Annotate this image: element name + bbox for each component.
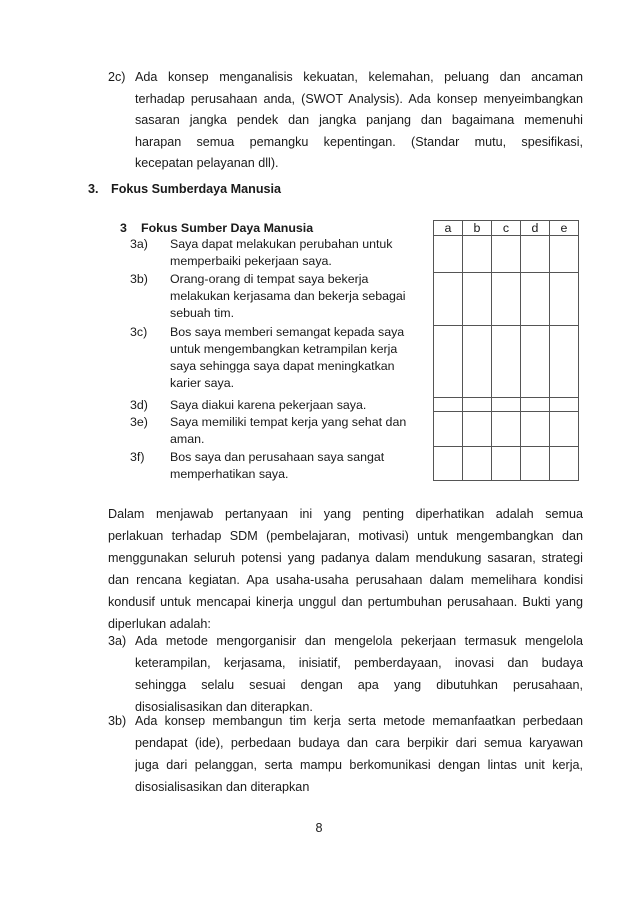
rating-cell[interactable]: [492, 412, 521, 447]
text-line: kondusif untuk mencapai kinerja unggul dan pertumbuhan perusahaan. Bukti yang: [108, 595, 583, 609]
rating-cell[interactable]: [550, 412, 579, 447]
rating-row-3e: [434, 412, 579, 447]
question-line: Bos saya memberi semangat kepada saya: [170, 325, 405, 339]
section-number: 3.: [88, 182, 99, 196]
rating-col-a: a: [434, 221, 463, 236]
question-code: 3f): [130, 450, 145, 464]
question-title-text: Fokus Sumber Daya Manusia: [141, 221, 314, 235]
question-line: Saya dapat melakukan perubahan untuk: [170, 237, 393, 251]
question-line: karier saya.: [170, 376, 235, 390]
rating-header-row: [434, 221, 579, 236]
question-line: memperbaiki pekerjaan saya.: [170, 254, 332, 268]
text-line: sasaran jangka pendek dan jangka panjang dan bagaimana memenuhi: [135, 113, 583, 127]
rating-cell[interactable]: [550, 447, 579, 481]
question-line: Bos saya dan perusahaan saya sangat: [170, 450, 385, 464]
rating-cell[interactable]: [463, 236, 492, 273]
item-label: 3a): [108, 634, 127, 648]
rating-cell[interactable]: [521, 236, 550, 273]
question-line: saya sehingga saya dapat meningkatkan: [170, 359, 395, 373]
rating-cell[interactable]: [434, 273, 463, 326]
rating-cell[interactable]: [521, 447, 550, 481]
question-line: memperhatikan saya.: [170, 467, 289, 481]
text-line: terhadap perusahaan anda, (SWOT Analysis). Ada konsep menyeimbangkan: [135, 91, 583, 106]
rating-cell[interactable]: [492, 326, 521, 398]
text-line: kecepatan pelayanan dll).: [135, 156, 279, 170]
rating-cell[interactable]: [434, 236, 463, 273]
rating-table: [433, 220, 579, 481]
question-title: [120, 221, 313, 235]
rating-col-b: b: [463, 221, 492, 236]
question-code: 3e): [130, 415, 148, 429]
text-line: harapan semua pemangku kepentingan. (Standar mutu, spesifikasi,: [135, 134, 583, 149]
text-line: disosialisasikan dan diterapkan: [135, 780, 310, 794]
text-line: Ada metode mengorganisir dan mengelola pekerjaan termasuk mengelola: [135, 634, 583, 648]
item-label: 3b): [108, 714, 127, 728]
text-line: diperlukan adalah:: [108, 617, 211, 631]
rating-cell[interactable]: [492, 236, 521, 273]
page-number: 8: [315, 821, 323, 835]
rating-cell[interactable]: [434, 412, 463, 447]
question-number: 3: [120, 221, 127, 235]
text-line: pendapat (ide), perbedaan budaya dan cara berpikir dari semua karyawan: [135, 736, 583, 750]
item-body: [135, 67, 583, 175]
question-code: 3d): [130, 398, 148, 412]
question-line: melakukan kerjasama dan bekerja sebagai: [170, 289, 406, 303]
rating-cell[interactable]: [463, 412, 492, 447]
rating-col-d: d: [521, 221, 550, 236]
item-label: 2c): [108, 70, 126, 84]
question-line: Saya memiliki tempat kerja yang sehat dan: [170, 415, 407, 429]
question-line: untuk mengembangkan ketrampilan kerja: [170, 342, 398, 356]
rating-cell[interactable]: [463, 326, 492, 398]
rating-row-3b: [434, 273, 579, 326]
question-code: 3c): [130, 325, 148, 339]
rating-cell[interactable]: [550, 273, 579, 326]
text-line: menggunakan seluruh potensi yang padanya dalam mendukung sasaran, strategi: [108, 551, 583, 565]
text-line: sehingga selalu sesuai dengan apa yang dibutuhkan perusahaan,: [135, 678, 583, 692]
rating-cell[interactable]: [521, 273, 550, 326]
text-line: disosialisasikan dan diterapkan.: [135, 700, 313, 714]
rating-col-e: e: [550, 221, 579, 236]
rating-cell[interactable]: [492, 398, 521, 412]
rating-cell[interactable]: [434, 447, 463, 481]
body-paragraph: [108, 503, 583, 635]
rating-cell[interactable]: [463, 273, 492, 326]
rating-cell[interactable]: [521, 412, 550, 447]
question-line: Saya diakui karena pekerjaan saya.: [170, 398, 367, 412]
rating-cell[interactable]: [492, 447, 521, 481]
rating-cell[interactable]: [434, 398, 463, 412]
rating-cell[interactable]: [521, 326, 550, 398]
question-line: Orang-orang di tempat saya bekerja: [170, 272, 369, 286]
section-heading: [88, 182, 281, 196]
text-line: Ada konsep menganalisis kekuatan, kelemahan, peluang dan ancaman: [135, 70, 583, 84]
rating-cell[interactable]: [550, 326, 579, 398]
rating-cell[interactable]: [550, 236, 579, 273]
rating-row-3d: [434, 398, 579, 412]
rating-row-3a: [434, 236, 579, 273]
rating-cell[interactable]: [463, 398, 492, 412]
question-code: 3b): [130, 272, 148, 286]
rating-cell[interactable]: [434, 326, 463, 398]
rating-cell[interactable]: [492, 273, 521, 326]
text-line: Dalam menjawab pertanyaan ini yang penting diperhatikan adalah semua: [108, 507, 583, 521]
section-title: Fokus Sumberdaya Manusia: [111, 182, 282, 196]
text-line: juga dari pelanggan, serta mampu berkomunikasi dengan lintas unit kerja,: [135, 758, 583, 772]
question-line: sebuah tim.: [170, 306, 235, 320]
rating-col-c: c: [492, 221, 521, 236]
text-line: Ada konsep membangun tim kerja serta metode memanfaatkan perbedaan: [135, 714, 583, 728]
question-line: aman.: [170, 432, 205, 446]
text-line: dan rencana kegiatan. Apa usaha-usaha perusahaan dalam memelihara kondisi: [108, 573, 583, 587]
rating-cell[interactable]: [463, 447, 492, 481]
rating-cell[interactable]: [550, 398, 579, 412]
rating-row-3f: [434, 447, 579, 481]
text-line: perlakuan terhadap SDM (pembelajaran, motivasi) untuk mengembangkan dan: [108, 529, 583, 543]
rating-cell[interactable]: [521, 398, 550, 412]
rating-row-3c: [434, 326, 579, 398]
question-code: 3a): [130, 237, 148, 251]
text-line: keterampilan, kerjasama, inisiatif, pemberdayaan, inovasi dan budaya: [135, 656, 583, 670]
